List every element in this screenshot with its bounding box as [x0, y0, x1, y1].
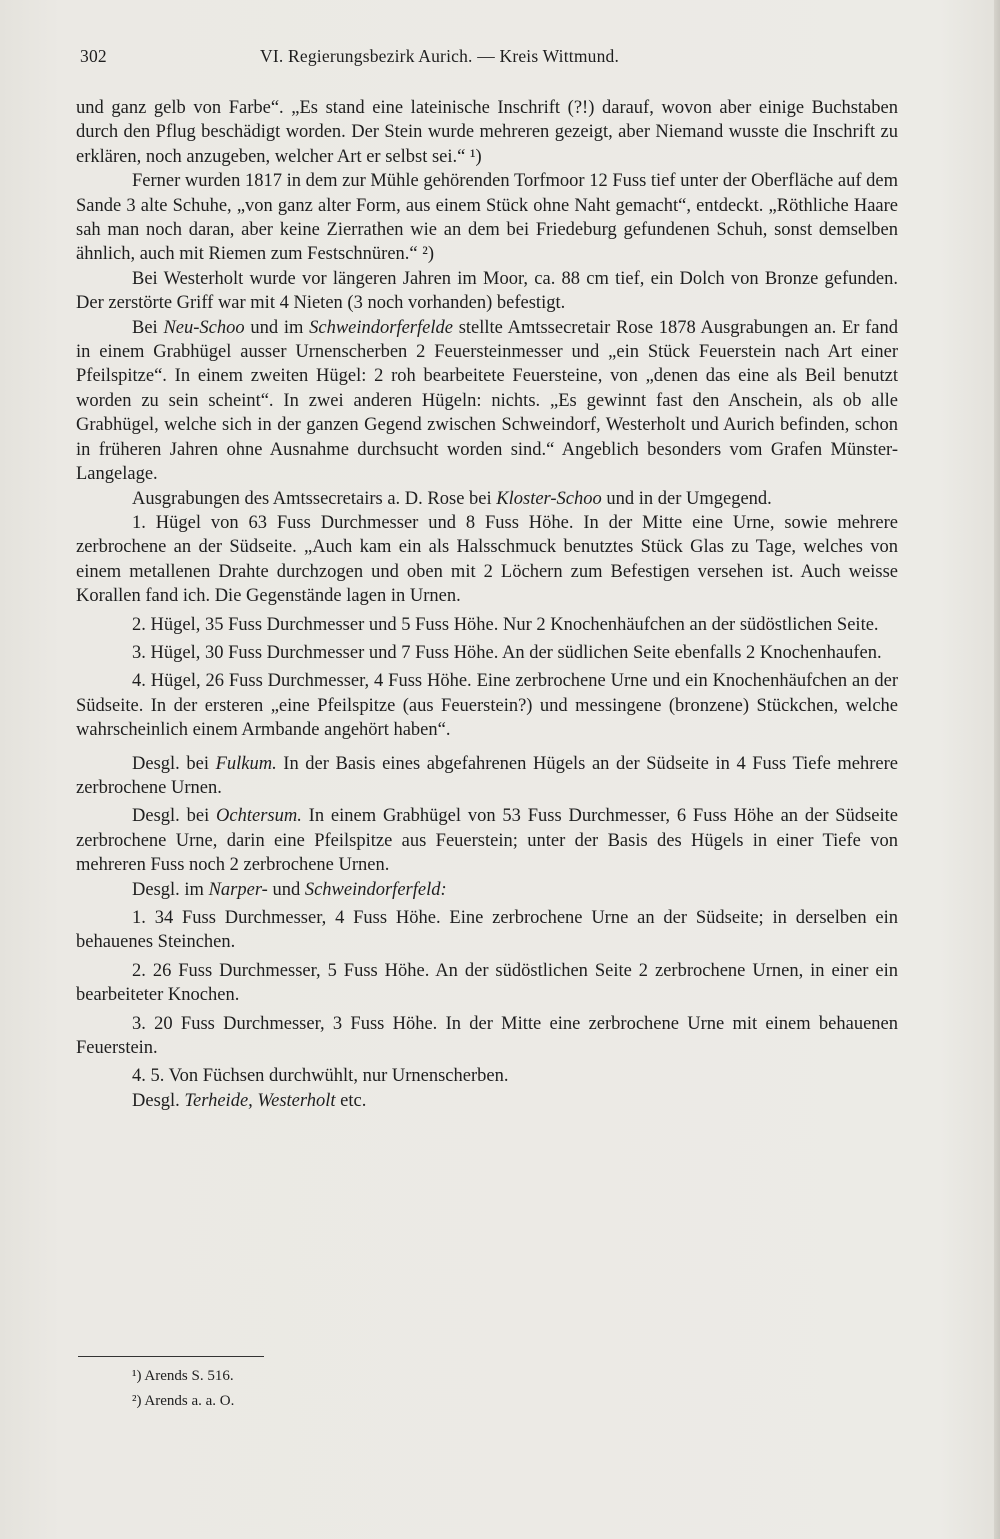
paragraph	[76, 752, 898, 801]
paragraph: 3. Hügel, 30 Fuss Durchmesser und 7 Fuss Höhe. An der südlichen Seite ebenfalls 2 Knochenhaufen.	[132, 642, 882, 663]
place-name: Fulkum.	[215, 753, 277, 774]
place-name: Neu-Schoo	[163, 317, 245, 338]
paragraph: 3. 20 Fuss Durchmesser, 3 Fuss Höhe. In der Mitte eine zerbrochene Urne mit einem behauenen Feuerstein.	[76, 1013, 898, 1059]
text-run: In einem Grabhügel von 53 Fuss Durchmesser, 6 Fuss Höhe an der Südseite zerbrochene Urne, darin eine Pfeilspitze aus Feuerstein; unter der Basis des Hügels in einer Tiefe von mehreren Fuss noch 2 zerbrochene Urnen.	[76, 806, 899, 876]
paragraph: Ferner wurden 1817 in dem zur Mühle gehörenden Torfmoor 12 Fuss tief unter der Oberfläche auf dem Sande 3 alte Schuhe, „von ganz alter Form, aus einem Stück ohne Naht gemacht“, entdeckt. „Röthliche Haare sah man noch daran, aber keine Zierrathen wie an dem bei Friedeburg gefundenen Schuh, sonst demselben ähnlich, auch mit Riemen zum Festschnüren.“ ²)	[76, 171, 898, 265]
text-run: etc.	[335, 1090, 367, 1111]
paragraph	[76, 1089, 898, 1113]
paragraph	[76, 316, 898, 487]
place-name: Ochtersum.	[216, 806, 302, 827]
place-name: Schweindorferfelde	[309, 317, 453, 338]
paragraph: 1. Hügel von 63 Fuss Durchmesser und 8 Fuss Höhe. In der Mitte eine Urne, sowie mehrere zerbrochene an der Südseite. „Auch kam ein als Halsschmuck benutztes Stück Glas zu Tage, welches von einem metallenen Drahte durchzogen und oben mit 2 Löchern zum Befestigen versehen ist. Auch weisse Korallen fand ich. Die Gegenstände lagen in Urnen.	[76, 512, 898, 607]
place-name: Terheide, Westerholt	[184, 1090, 336, 1111]
text-run: und	[267, 879, 305, 900]
paragraph: 2. 26 Fuss Durchmesser, 5 Fuss Höhe. An der südöstlichen Seite 2 zerbrochene Urnen, in einer ein bearbeiteter Knochen.	[76, 960, 898, 1006]
paragraph: Bei Westerholt wurde vor längeren Jahren im Moor, ca. 88 cm tief, ein Dolch von Bronze gefunden. Der zerstörte Griff war mit 4 Nieten (3 noch vorhanden) befestigt.	[76, 268, 898, 314]
body-text	[76, 96, 898, 1113]
place-name: Kloster-Schoo	[496, 488, 602, 509]
paragraph	[76, 878, 898, 902]
footnotes	[132, 1364, 532, 1414]
paragraph: und ganz gelb von Farbe“. „Es stand eine lateinische Inschrift (?!) darauf, wovon aber einige Buchstaben durch den Pflug beschädigt worden. Der Stein wurde mehreren gezeigt, aber Niemand wusste die Inschrift zu erklären, noch anzugeben, welcher Art er selbst sei.“ ¹)	[76, 98, 898, 167]
text-run: Bei	[132, 317, 164, 338]
text-run: und im	[244, 317, 310, 338]
footnote: ²) Arends a. a. O.	[132, 1393, 235, 1409]
page-number: 302	[80, 46, 107, 66]
paragraph: 1. 34 Fuss Durchmesser, 4 Fuss Höhe. Eine zerbrochene Urne an der Südseite; in derselben ein behauenes Steinchen.	[76, 908, 898, 953]
text-run: stellte Amtssecretair Rose 1878 Ausgrabungen an. Er fand in einem Grabhügel ausser Urnenscherben 2 Feuersteinmesser und „ein Stück Feuerstein nach Art einer Pfeilspitze“. In einem zweiten Hügel: 2 roh bearbeitete Feuersteine, von „denen das eine als Beil benutzt worden zu sein scheint“. In zwei anderen Hügeln: nichts. „Es gewinnt fast den Anschein, als ob alle Grabhügel, welche sich in der ganzen Gegend zwischen Schweindorf, Westerholt und Aurich befinden, schon in früheren Jahren ohne Ausnahme durchsucht worden sind.“ Angeblich besonders vom Grafen Münster-Langelage.	[76, 317, 899, 485]
place-name: Narper-	[208, 879, 268, 900]
text-run: In der Basis eines abgefahrenen Hügels an der Südseite in 4 Fuss Tiefe mehrere zerbrochene Urnen.	[76, 753, 899, 798]
text-run: Desgl.	[132, 1090, 185, 1111]
page-header	[80, 46, 900, 70]
place-name: Schweindorferfeld:	[304, 879, 447, 900]
paragraph: 2. Hügel, 35 Fuss Durchmesser und 5 Fuss Höhe. Nur 2 Knochenhäufchen an der südöstlichen Seite.	[132, 614, 879, 635]
text-run: Desgl. bei	[132, 806, 217, 827]
text-run: und in der Umgegend.	[601, 488, 772, 509]
running-head: VI. Regierungsbezirk Aurich. — Kreis Wittmund.	[260, 46, 620, 66]
paragraph: 4. 5. Von Füchsen durchwühlt, nur Urnenscherben.	[132, 1066, 509, 1087]
page-edge-shadow	[994, 0, 1000, 1539]
footnote: ¹) Arends S. 516.	[132, 1368, 234, 1384]
text-run: Desgl. im	[132, 879, 209, 900]
paragraph: 4. Hügel, 26 Fuss Durchmesser, 4 Fuss Höhe. Eine zerbrochene Urne und ein Knochenhäufchen an der Südseite. In der ersteren „eine Pfeilspitze (aus Feuerstein?) und messingene (bronzene) Stückchen, welche wahrscheinlich einem Armbande angehört haben“.	[76, 671, 898, 741]
paragraph	[76, 487, 898, 511]
paragraph	[76, 804, 898, 877]
text-run: Ausgrabungen des Amtssecretairs a. D. Rose bei	[132, 488, 497, 509]
text-run: Desgl. bei	[132, 753, 216, 774]
footnote-rule	[78, 1356, 264, 1357]
